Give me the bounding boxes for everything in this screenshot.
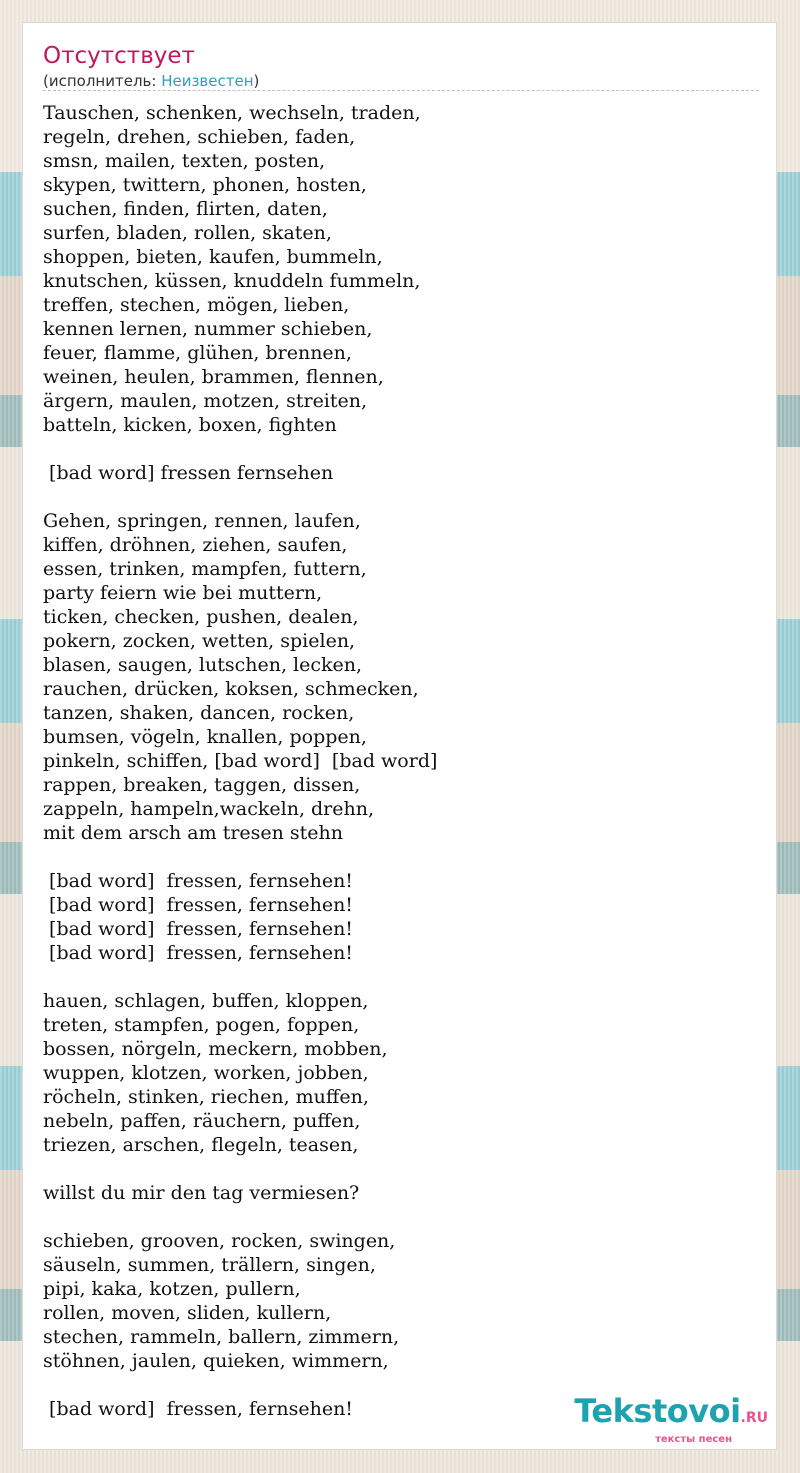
- lyric-line: ticken, checken, pushen, dealen,: [43, 606, 359, 628]
- lyrics-card: [22, 22, 777, 1450]
- artist-line: [43, 71, 259, 91]
- lyric-line: [bad word] fressen, fernsehen!: [43, 1398, 353, 1420]
- lyric-line: rauchen, drücken, koksen, schmecken,: [43, 678, 419, 700]
- logo-tagline: тексты песен: [655, 1434, 732, 1445]
- logo-tld: .RU: [740, 1410, 768, 1426]
- lyric-line: [bad word] fressen, fernsehen!: [43, 894, 353, 916]
- lyric-line: willst du mir den tag vermiesen?: [43, 1182, 360, 1204]
- artist-link[interactable]: Неизвестен: [161, 72, 254, 90]
- lyric-line: bumsen, vögeln, knallen, poppen,: [43, 726, 367, 748]
- lyric-line: [bad word] fressen, fernsehen!: [43, 870, 353, 892]
- lyric-line: röcheln, stinken, riechen, muffen,: [43, 1086, 369, 1108]
- lyric-line: Tauschen, schenken, wechseln, traden,: [43, 102, 421, 124]
- lyric-line: rappen, breaken, taggen, dissen,: [43, 774, 361, 796]
- title-divider: [43, 90, 759, 91]
- logo-brand: Tekstovoi: [574, 1392, 741, 1430]
- lyric-line: treffen, stechen, mögen, lieben,: [43, 294, 350, 316]
- lyric-line: schieben, grooven, rocken, swingen,: [43, 1230, 396, 1252]
- lyric-line: essen, trinken, mampfen, futtern,: [43, 558, 367, 580]
- lyric-line: smsn, mailen, texten, posten,: [43, 150, 326, 172]
- lyric-line: tanzen, shaken, dancen, rocken,: [43, 702, 355, 724]
- site-logo[interactable]: [574, 1394, 768, 1445]
- lyric-line: weinen, heulen, brammen, flennen,: [43, 366, 384, 388]
- lyric-line: kennen lernen, nummer schieben,: [43, 318, 373, 340]
- lyric-line: pinkeln, schiffen, [bad word] [bad word]: [43, 750, 438, 772]
- lyric-line: skypen, twittern, phonen, hosten,: [43, 174, 367, 196]
- lyric-line: feuer, flamme, glühen, brennen,: [43, 342, 352, 364]
- lyric-line: [bad word] fressen, fernsehen!: [43, 918, 353, 940]
- lyric-line: treten, stampfen, pogen, foppen,: [43, 1014, 360, 1036]
- lyric-line: hauen, schlagen, buffen, kloppen,: [43, 990, 369, 1012]
- lyric-line: regeln, drehen, schieben, faden,: [43, 126, 356, 148]
- lyric-line: party feiern wie bei muttern,: [43, 582, 323, 604]
- lyric-line: kiffen, dröhnen, ziehen, saufen,: [43, 534, 348, 556]
- lyric-line: zappeln, hampeln,wackeln, drehn,: [43, 798, 375, 820]
- lyric-line: triezen, arschen, flegeln, teasen,: [43, 1134, 359, 1156]
- logo-wordmark: [574, 1394, 768, 1435]
- lyric-line: surfen, bladen, rollen, skaten,: [43, 222, 332, 244]
- lyric-line: batteln, kicken, boxen, fighten: [43, 414, 337, 436]
- song-title: Отсутствует: [43, 43, 195, 69]
- lyric-line: knutschen, küssen, knuddeln fummeln,: [43, 270, 421, 292]
- lyric-line: ärgern, maulen, motzen, streiten,: [43, 390, 368, 412]
- lyric-line: pokern, zocken, wetten, spielen,: [43, 630, 356, 652]
- artist-suffix: ): [253, 72, 260, 90]
- lyrics-text: [43, 101, 759, 1421]
- lyric-line: säuseln, summen, trällern, singen,: [43, 1254, 376, 1276]
- lyric-line: [bad word] fressen fernsehen: [43, 462, 334, 484]
- lyric-line: stöhnen, jaulen, quieken, wimmern,: [43, 1350, 389, 1372]
- lyric-line: suchen, finden, flirten, daten,: [43, 198, 328, 220]
- lyric-line: mit dem arsch am tresen stehn: [43, 822, 344, 844]
- lyric-line: stechen, rammeln, ballern, zimmern,: [43, 1326, 400, 1348]
- lyric-line: blasen, saugen, lutschen, lecken,: [43, 654, 363, 676]
- lyric-line: nebeln, paffen, räuchern, puffen,: [43, 1110, 361, 1132]
- lyric-line: shoppen, bieten, kaufen, bummeln,: [43, 246, 383, 268]
- lyric-line: bossen, nörgeln, meckern, mobben,: [43, 1038, 388, 1060]
- lyric-line: rollen, moven, sliden, kullern,: [43, 1302, 332, 1324]
- artist-prefix: (исполнитель:: [43, 72, 162, 90]
- lyric-line: wuppen, klotzen, worken, jobben,: [43, 1062, 369, 1084]
- lyric-line: pipi, kaka, kotzen, pullern,: [43, 1278, 301, 1300]
- lyric-line: Gehen, springen, rennen, laufen,: [43, 510, 361, 532]
- lyric-line: [bad word] fressen, fernsehen!: [43, 942, 353, 964]
